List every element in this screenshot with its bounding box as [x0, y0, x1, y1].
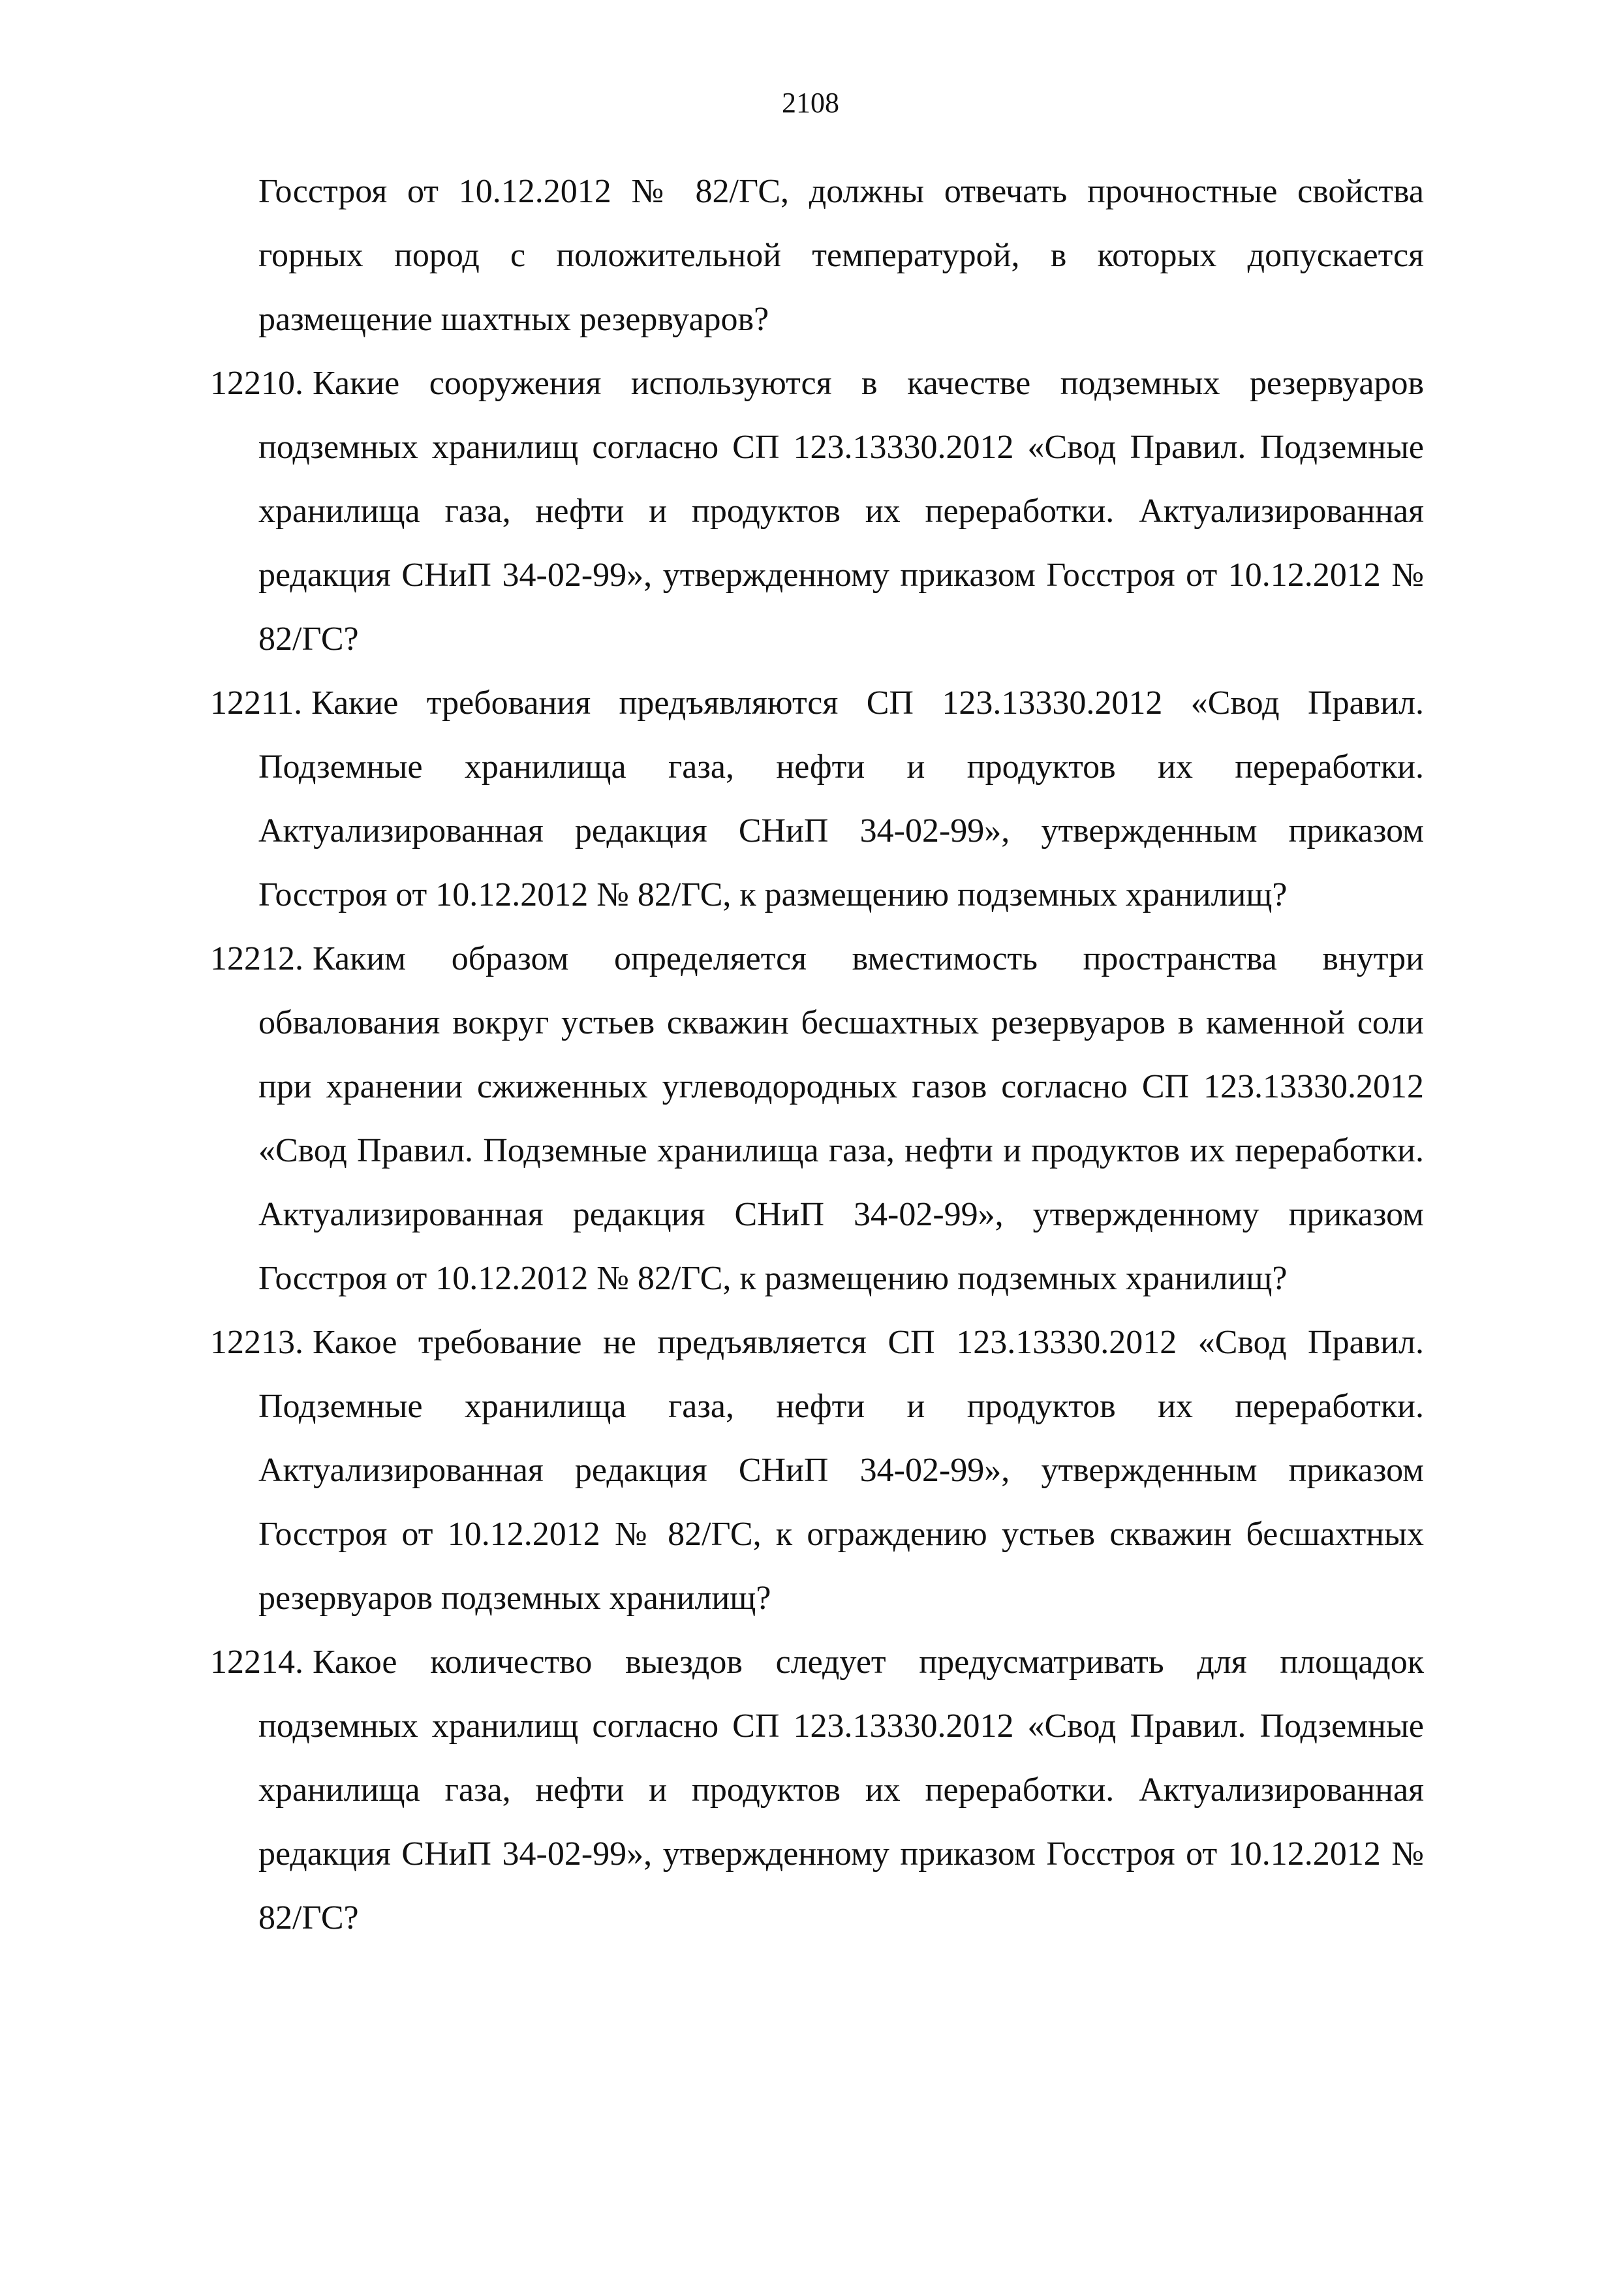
question-item	[210, 352, 1424, 671]
question-number: 12211.	[210, 684, 303, 722]
question-item	[210, 1630, 1424, 1950]
question-text: Какое количество выездов следует предусматривать для площадок подземных хранилищ согласно СП 123.13330.2012 «Свод Правил. Подземные хранилища газа, нефти и продуктов их переработки. Актуализированная редакция СНиП 34-02-99», утвержденному приказом Госстроя от 10.12.2012 № 82/ГС?	[258, 1644, 1424, 1936]
continuation-paragraph: Госстроя от 10.12.2012 № 82/ГС, должны отвечать прочностные свойства горных пород с положительной температурой, в которых допускается размещение шахтных резервуаров?	[258, 173, 1424, 338]
question-number: 12213.	[210, 1324, 303, 1361]
question-number: 12210.	[210, 365, 303, 402]
question-text: Каким образом определяется вместимость пространства внутри обвалования вокруг устьев скважин бесшахтных резервуаров в каменной соли при хранении сжиженных углеводородных газов согласно СП 123.13330.2012 «Свод Правил. Подземные хранилища газа, нефти и продуктов их переработки. Актуализированная редакция СНиП 34-02-99», утвержденному приказом Госстроя от 10.12.2012 № 82/ГС, к размещению подземных хранилищ?	[258, 940, 1424, 1297]
question-text: Какое требование не предъявляется СП 123.13330.2012 «Свод Правил. Подземные хранилища газа, нефти и продуктов их переработки. Актуализированная редакция СНиП 34-02-99», утвержденным приказом Госстроя от 10.12.2012 № 82/ГС, к ограждению устьев скважин бесшахтных резервуаров подземных хранилищ?	[258, 1324, 1424, 1617]
question-number: 12214.	[210, 1644, 303, 1681]
question-number: 12212.	[210, 940, 303, 977]
question-item	[210, 927, 1424, 1311]
page-number: 2108	[782, 87, 839, 119]
document-body	[210, 160, 1424, 1950]
question-text: Какие требования предъявляются СП 123.13330.2012 «Свод Правил. Подземные хранилища газа, нефти и продуктов их переработки. Актуализированная редакция СНиП 34-02-99», утвержденным приказом Госстроя от 10.12.2012 № 82/ГС, к размещению подземных хранилищ?	[258, 684, 1424, 913]
question-item	[210, 671, 1424, 927]
question-item	[210, 1311, 1424, 1630]
question-text: Какие сооружения используются в качестве подземных резервуаров подземных хранилищ согласно СП 123.13330.2012 «Свод Правил. Подземные хранилища газа, нефти и продуктов их переработки. Актуализированная редакция СНиП 34-02-99», утвержденному приказом Госстроя от 10.12.2012 № 82/ГС?	[258, 365, 1424, 658]
